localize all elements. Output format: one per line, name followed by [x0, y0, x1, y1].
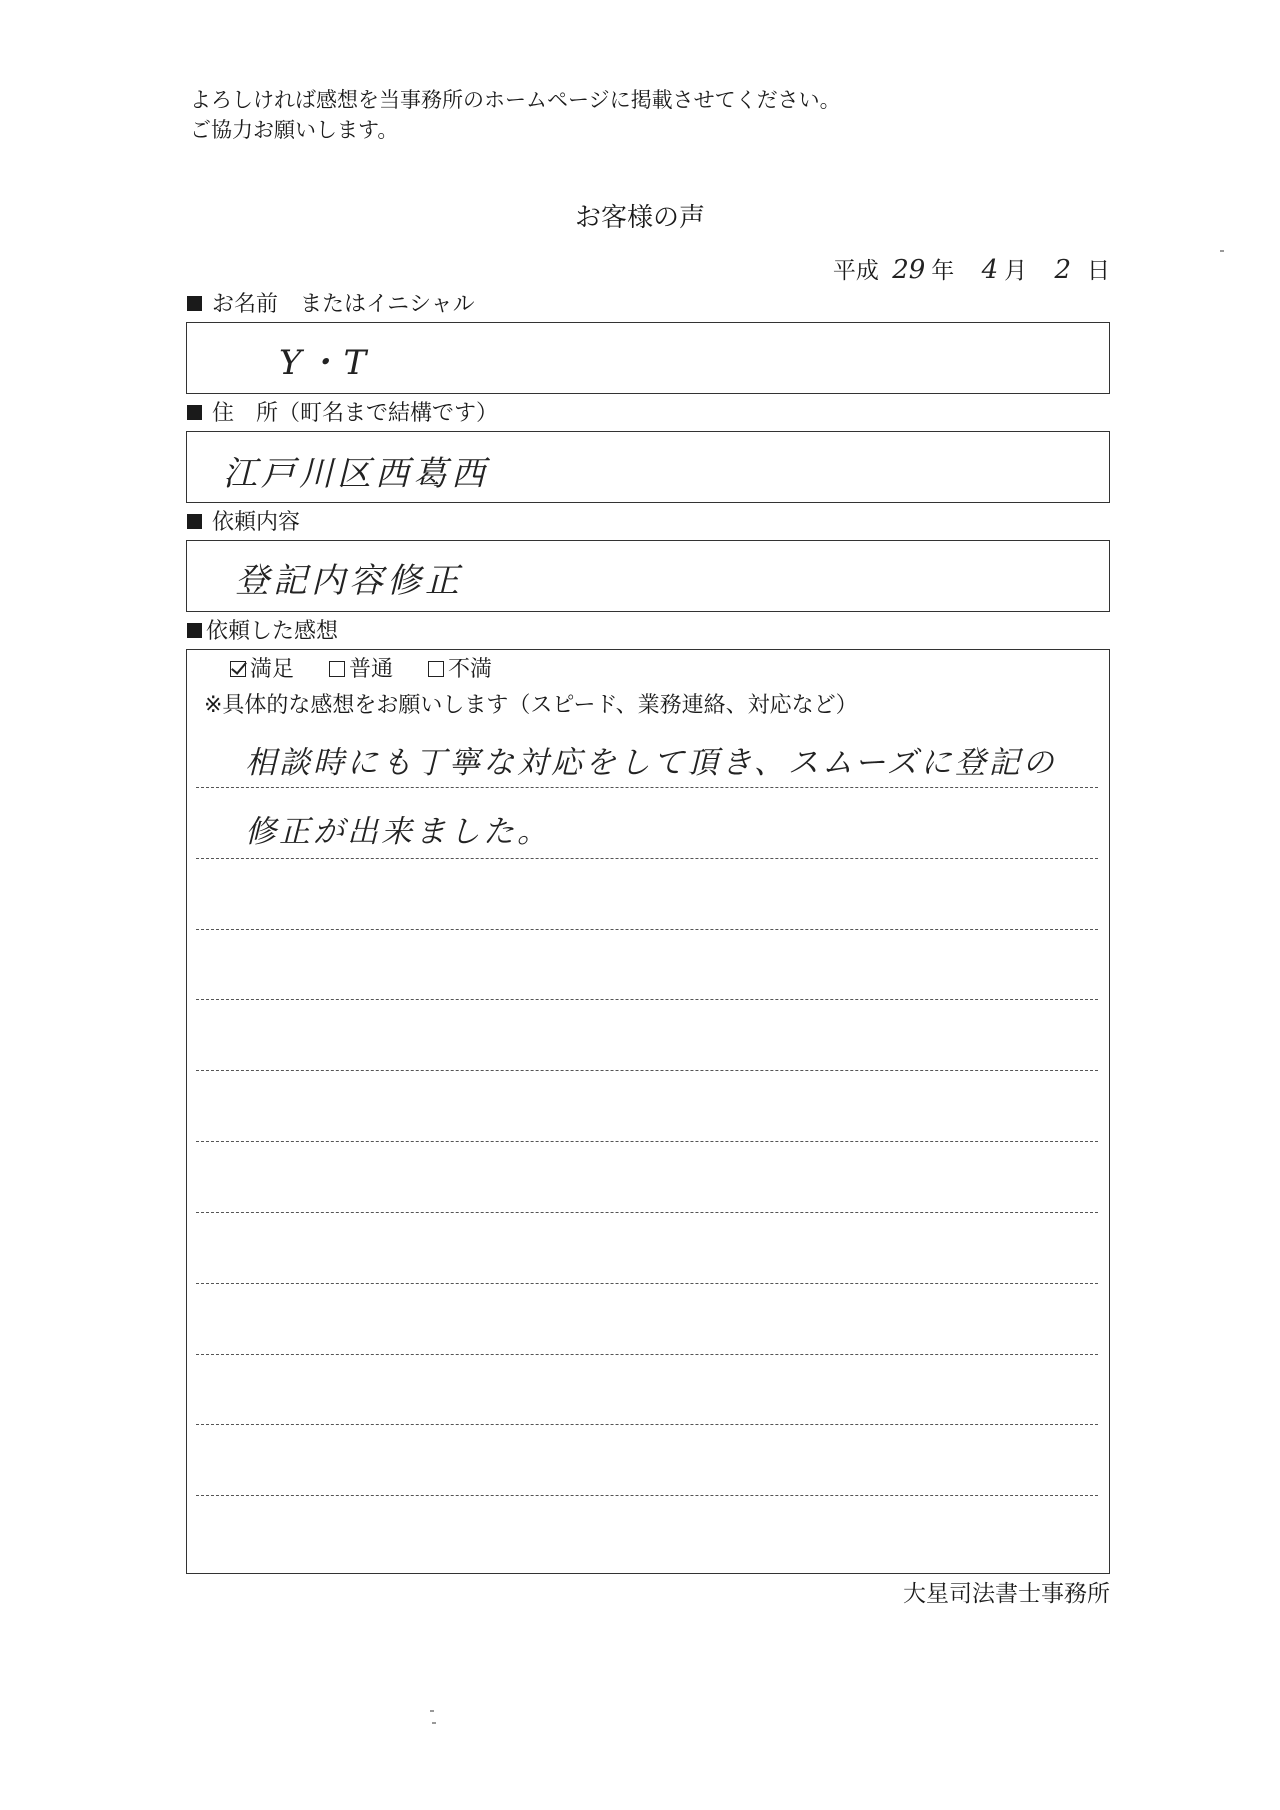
scan-speck	[1220, 250, 1224, 252]
writing-line	[196, 1283, 1098, 1284]
request-box[interactable]	[186, 540, 1110, 612]
address-value: 江戸川区西葛西	[223, 454, 489, 494]
name-label	[187, 287, 475, 318]
writing-line	[196, 858, 1098, 859]
name-value: Y・T	[279, 343, 371, 383]
date-month-unit: 月	[1004, 258, 1028, 284]
page-title: お客様の声	[574, 203, 705, 233]
address-label-text: 住 所（町名まで結構です）	[212, 401, 499, 426]
date-year-unit: 年	[931, 258, 955, 284]
checkbox-icon[interactable]	[428, 661, 444, 677]
date-day: 2	[1054, 255, 1071, 285]
satisfaction-options	[230, 652, 520, 683]
writing-line	[196, 1141, 1098, 1142]
option-satisfied-label: 満足	[250, 657, 295, 682]
date-line	[833, 252, 1110, 285]
writing-line	[196, 1495, 1098, 1496]
name-box[interactable]	[186, 322, 1110, 394]
writing-line	[196, 1070, 1098, 1071]
feedback-label	[187, 614, 338, 645]
square-bullet-icon	[187, 623, 202, 638]
date-year: 29	[892, 255, 926, 285]
writing-line	[196, 999, 1098, 1000]
address-label	[187, 396, 498, 427]
name-label-text: お名前 またはイニシャル	[212, 292, 475, 317]
checkbox-checked-icon[interactable]	[230, 661, 246, 677]
writing-line	[196, 787, 1098, 788]
writing-line	[196, 1424, 1098, 1425]
option-dissatisfied-label: 不満	[448, 657, 493, 682]
intro-line-2: ご協力お願いします。	[190, 118, 399, 142]
option-normal[interactable]	[329, 657, 393, 682]
request-label-text: 依頼内容	[212, 510, 301, 535]
request-label	[187, 505, 300, 536]
square-bullet-icon	[187, 405, 202, 420]
request-value: 登記内容修正	[235, 561, 463, 601]
option-normal-label: 普通	[349, 657, 394, 682]
comment-line-2: 修正が出来ました。	[245, 814, 551, 850]
address-box[interactable]	[186, 431, 1110, 503]
feedback-note: ※具体的な感想をお願いします（スピード、業務連絡、対応など）	[204, 693, 858, 718]
option-satisfied[interactable]	[230, 657, 294, 682]
intro-line-1: よろしければ感想を当事務所のホームページに掲載させてください。	[190, 88, 841, 112]
office-name: 大星司法書士事務所	[903, 1581, 1110, 1607]
checkbox-icon[interactable]	[329, 661, 345, 677]
date-era: 平成	[832, 258, 879, 284]
square-bullet-icon	[187, 296, 202, 311]
comment-line-1: 相談時にも丁寧な対応をして頂き、スムーズに登記の	[245, 745, 1057, 781]
scan-speck	[432, 1722, 436, 1724]
scan-speck	[430, 1710, 434, 1712]
date-month: 4	[981, 255, 999, 285]
writing-line	[196, 1212, 1098, 1213]
feedback-label-text: 依頼した感想	[206, 619, 339, 644]
date-day-unit: 日	[1087, 258, 1110, 284]
writing-line	[196, 1354, 1098, 1355]
option-dissatisfied[interactable]	[428, 657, 492, 682]
square-bullet-icon	[187, 514, 202, 529]
writing-line	[196, 929, 1098, 930]
